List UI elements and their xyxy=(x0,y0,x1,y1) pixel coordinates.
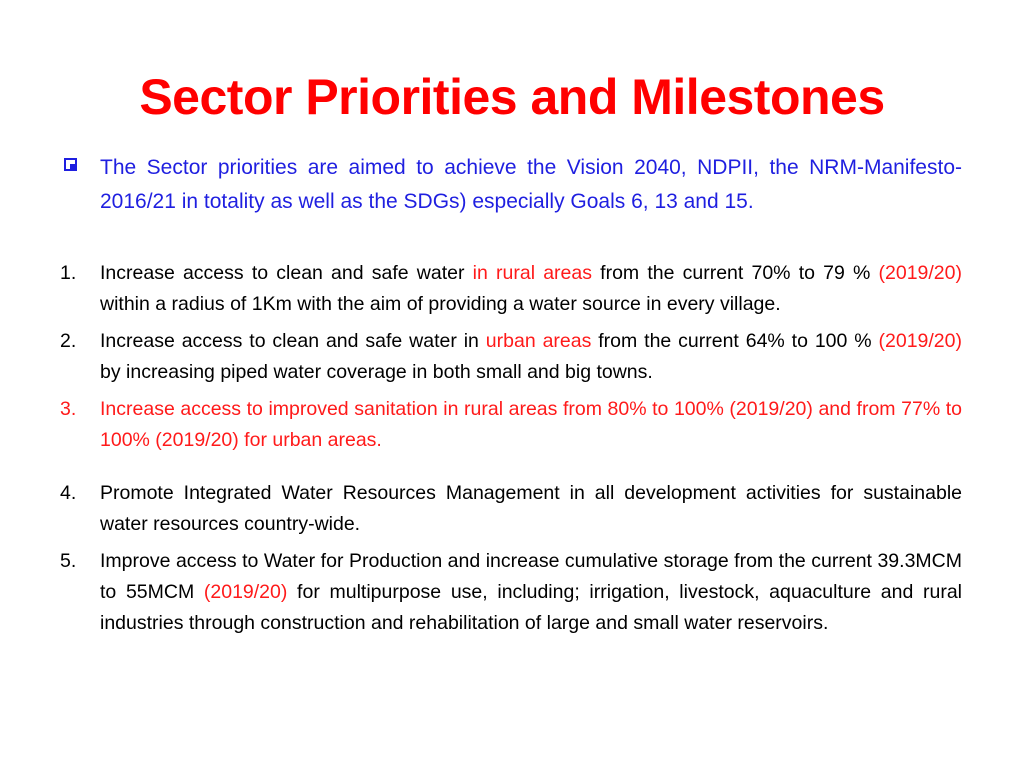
list-item-text: Promote Integrated Water Resources Management in all development activities for sustainable water resources country-wide. xyxy=(100,482,962,535)
list-item-text: Increase access to improved sanitation in rural areas from 80% to 100% (2019/20) and from 77% to 100% (2019/20) for urban areas. xyxy=(100,398,962,451)
highlight-year: (2019/20) xyxy=(203,581,288,603)
highlight-urban-areas: urban areas xyxy=(485,330,592,352)
highlight-year: (2019/20) xyxy=(878,262,962,284)
list-item xyxy=(60,394,962,456)
list-item xyxy=(60,478,962,540)
list-item-text-part: Increase access to clean and safe water xyxy=(100,262,473,284)
list-item-text-part: within a radius of 1Km with the aim of providing a water source in every village. xyxy=(100,293,781,315)
hollow-square-bullet-icon xyxy=(64,158,77,171)
priorities-list xyxy=(60,258,962,645)
list-item-number: 3. xyxy=(60,398,77,420)
intro-paragraph xyxy=(64,151,962,219)
list-item-text-part: Improve access to Water for Production and increase cumulative storage from the current 39.3MCM to 55MCM xyxy=(100,550,962,603)
list-item-text-part: for multipurpose use, including; irrigation, livestock, aquaculture and rural industries through construction and rehabilitation of large and small water reservoirs. xyxy=(100,581,962,634)
list-item-number: 1. xyxy=(60,262,77,284)
list-item-number: 2. xyxy=(60,330,77,352)
list-item-text-part: from the current 70% to 79 % xyxy=(592,262,879,284)
list-item-text-part: Increase access to clean and safe water in xyxy=(100,330,486,352)
list-item-text xyxy=(100,326,962,388)
list-item xyxy=(60,326,962,388)
list-item-number: 4. xyxy=(60,482,77,504)
list-item xyxy=(60,546,962,639)
list-item-text-part: by increasing piped water coverage in both small and big towns. xyxy=(100,361,653,383)
list-item-text-part: from the current 64% to 100 % xyxy=(591,330,879,352)
highlight-rural-areas: in rural areas xyxy=(472,262,592,284)
list-item-text xyxy=(100,258,962,320)
list-item xyxy=(60,258,962,320)
slide-title: Sector Priorities and Milestones xyxy=(139,69,885,125)
highlight-year: (2019/20) xyxy=(878,330,962,352)
spacer xyxy=(60,462,962,478)
list-item-number: 5. xyxy=(60,550,77,572)
list-item-text xyxy=(100,546,962,639)
intro-text: The Sector priorities are aimed to achieve the Vision 2040, NDPII, the NRM-Manifesto-2016/21 in totality as well as the SDGs) especially Goals 6, 13 and 15. xyxy=(100,156,962,213)
